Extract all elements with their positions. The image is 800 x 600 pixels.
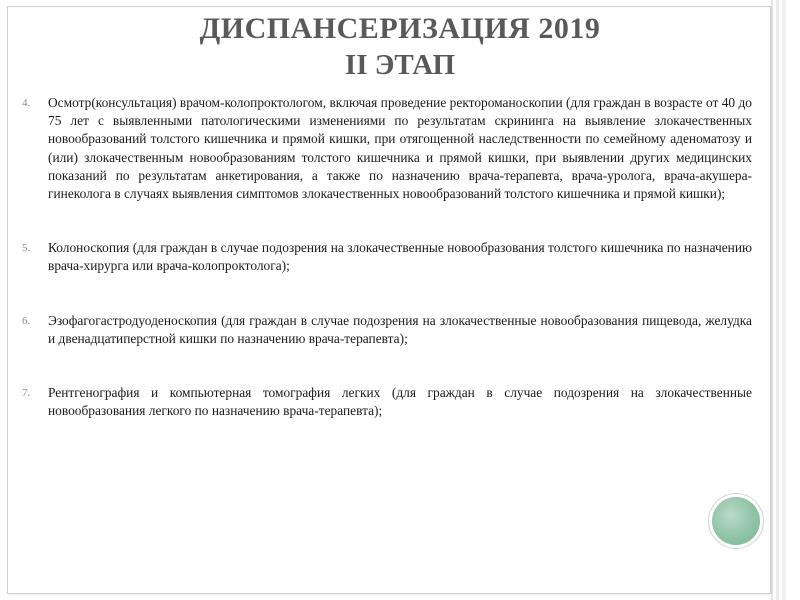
list-item-text: Колоноскопия (для граждан в случае подозрения на злокачественные новообразования толстого кишечника по назначению врача-хирурга или врача-колопроктолога); [48,240,752,274]
list-item [22,94,752,203]
list-item-number: 4. [22,97,31,109]
list-item-text: Эзофагогастродуоденоскопия (для граждан в случае подозрения на злокачественные новообразования пищевода, желудка и двенадцатиперстной кишки по назначению врача-терапевта); [48,312,752,346]
list-item-text: Осмотр(консультация) врачом-колопроктологом, включая проведение ректороманоскопии (для граждан в возрасте от 40 до 75 лет с выявленными патологическими изменениями по результатам скрининга на выявление злокачественных новообразований толстого кишечника и прямой кишки, при отягощенной наследственности по семейному аденоматозу и (или) злокачественным новообразованиям толстого кишечника и прямой кишки, при выявлении других медицинских показаний по результатам анкетирования, а также по назначению врача-терапевта, врача-уролога, врача-акушера-гинеколога в случаях выявления симптомов злокачественных новообразований толстого кишечника и прямой кишки); [48,95,752,202]
slide-title [0,12,800,82]
list-item [22,312,752,348]
title-line-2: II ЭТАП [344,49,456,81]
list-item-number: 5. [22,242,31,255]
list-item-text: Рентгенография и компьютерная томография легких (для граждан в случае подозрения на злокачественные новообразования легкого по назначению врача-терапевта); [48,385,752,419]
list-item-number: 7. [22,387,31,400]
title-line-1: ДИСПАНСЕРИЗАЦИЯ 2019 [199,12,601,45]
right-edge-stripe [782,0,786,600]
right-edge-stripe [771,0,773,600]
list-item [22,239,752,275]
decorative-circle-icon [712,497,760,545]
right-edge-stripe [776,0,779,600]
numbered-list [22,94,752,420]
list-item [22,384,752,420]
list-item-number: 6. [22,314,31,327]
